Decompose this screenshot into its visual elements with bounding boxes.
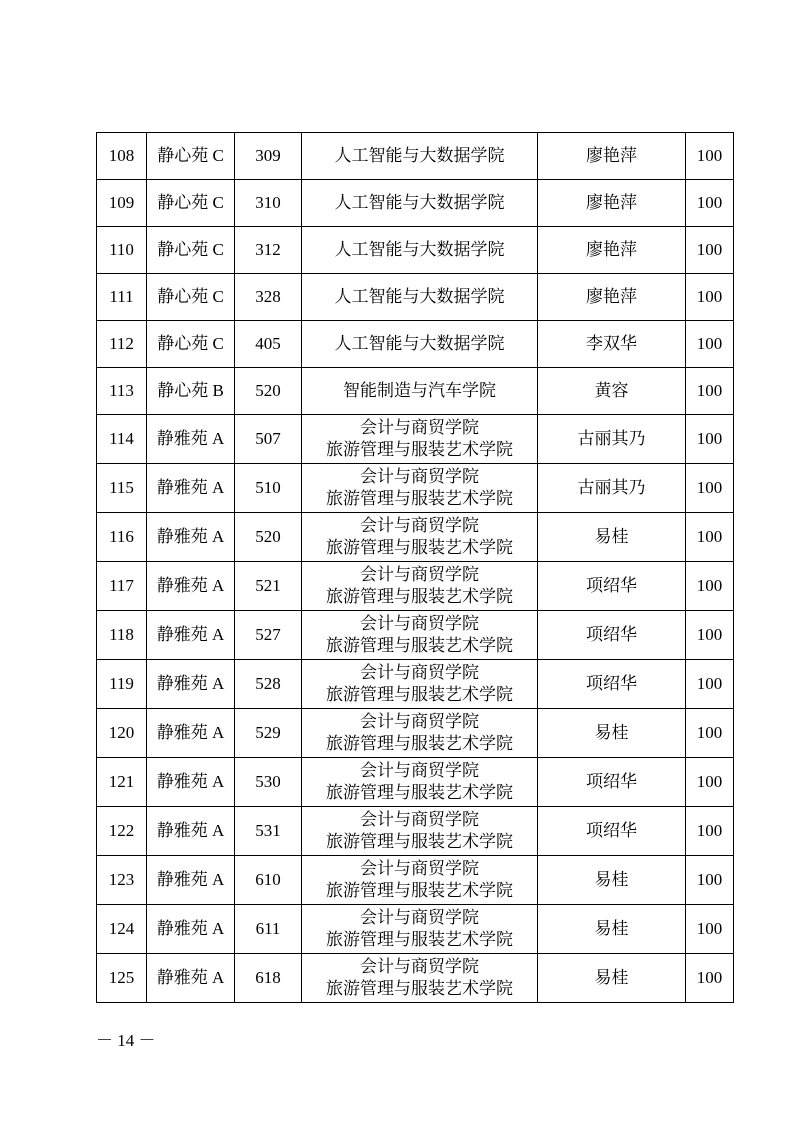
- college-name: 会计与商贸学院: [360, 908, 479, 927]
- score-cell: 100: [686, 180, 734, 227]
- college-name: 会计与商贸学院: [360, 418, 479, 437]
- score-cell: 100: [686, 905, 734, 954]
- score-cell: 100: [686, 562, 734, 611]
- room-cell: 312: [235, 227, 302, 274]
- college-cell: [302, 905, 538, 954]
- college-cell: [302, 513, 538, 562]
- college-name: 会计与商贸学院: [360, 810, 479, 829]
- college-cell: [302, 660, 538, 709]
- row-number-cell: 120: [97, 709, 147, 758]
- row-number-cell: 115: [97, 464, 147, 513]
- college-cell: [302, 954, 538, 1003]
- building-cell: 静心苑 C: [147, 227, 235, 274]
- score-cell: 100: [686, 321, 734, 368]
- row-number-cell: 110: [97, 227, 147, 274]
- table-row: [97, 660, 734, 709]
- score-cell: 100: [686, 133, 734, 180]
- table-row: [97, 321, 734, 368]
- room-cell: 309: [235, 133, 302, 180]
- row-number-cell: 116: [97, 513, 147, 562]
- person-in-charge-cell: 古丽其乃: [538, 415, 686, 464]
- college-name: 旅游管理与服装艺术学院: [326, 979, 513, 998]
- college-cell: [302, 807, 538, 856]
- table-body: [97, 133, 734, 1003]
- room-cell: 510: [235, 464, 302, 513]
- room-cell: 618: [235, 954, 302, 1003]
- building-cell: 静心苑 C: [147, 133, 235, 180]
- row-number-cell: 119: [97, 660, 147, 709]
- row-number-cell: 117: [97, 562, 147, 611]
- table-row: [97, 709, 734, 758]
- score-cell: 100: [686, 758, 734, 807]
- room-cell: 529: [235, 709, 302, 758]
- row-number-cell: 121: [97, 758, 147, 807]
- person-in-charge-cell: 易桂: [538, 856, 686, 905]
- row-number-cell: 112: [97, 321, 147, 368]
- room-cell: 310: [235, 180, 302, 227]
- college-name: 旅游管理与服装艺术学院: [326, 832, 513, 851]
- table-row: [97, 415, 734, 464]
- score-cell: 100: [686, 368, 734, 415]
- table-row: [97, 905, 734, 954]
- building-cell: 静雅苑 A: [147, 905, 235, 954]
- row-number-cell: 124: [97, 905, 147, 954]
- college-name: 会计与商贸学院: [360, 565, 479, 584]
- room-cell: 611: [235, 905, 302, 954]
- building-cell: 静雅苑 A: [147, 954, 235, 1003]
- college-name: 人工智能与大数据学院: [334, 334, 505, 353]
- building-cell: 静雅苑 A: [147, 660, 235, 709]
- building-cell: 静心苑 C: [147, 180, 235, 227]
- college-name: 会计与商贸学院: [360, 663, 479, 682]
- person-in-charge-cell: 项绍华: [538, 562, 686, 611]
- building-cell: 静雅苑 A: [147, 856, 235, 905]
- person-in-charge-cell: 廖艳萍: [538, 180, 686, 227]
- person-in-charge-cell: 易桂: [538, 709, 686, 758]
- building-cell: 静雅苑 A: [147, 513, 235, 562]
- person-in-charge-cell: 易桂: [538, 513, 686, 562]
- row-number-cell: 125: [97, 954, 147, 1003]
- person-in-charge-cell: 李双华: [538, 321, 686, 368]
- table-row: [97, 611, 734, 660]
- person-in-charge-cell: 易桂: [538, 954, 686, 1003]
- college-name: 会计与商贸学院: [360, 859, 479, 878]
- score-cell: 100: [686, 709, 734, 758]
- building-cell: 静心苑 C: [147, 321, 235, 368]
- college-cell: [302, 611, 538, 660]
- table-row: [97, 758, 734, 807]
- college-name: 会计与商贸学院: [360, 516, 479, 535]
- row-number-cell: 113: [97, 368, 147, 415]
- college-name: 会计与商贸学院: [360, 712, 479, 731]
- college-name: 旅游管理与服装艺术学院: [326, 881, 513, 900]
- person-in-charge-cell: 易桂: [538, 905, 686, 954]
- college-name: 人工智能与大数据学院: [334, 240, 505, 259]
- college-name: 旅游管理与服装艺术学院: [326, 734, 513, 753]
- college-name: 会计与商贸学院: [360, 761, 479, 780]
- room-cell: 531: [235, 807, 302, 856]
- college-cell: [302, 464, 538, 513]
- person-in-charge-cell: 项绍华: [538, 758, 686, 807]
- table-row: [97, 856, 734, 905]
- room-cell: 528: [235, 660, 302, 709]
- person-in-charge-cell: 黄容: [538, 368, 686, 415]
- person-in-charge-cell: 古丽其乃: [538, 464, 686, 513]
- room-cell: 530: [235, 758, 302, 807]
- college-cell: [302, 133, 538, 180]
- row-number-cell: 108: [97, 133, 147, 180]
- person-in-charge-cell: 廖艳萍: [538, 227, 686, 274]
- college-cell: [302, 368, 538, 415]
- score-cell: 100: [686, 856, 734, 905]
- building-cell: 静雅苑 A: [147, 611, 235, 660]
- person-in-charge-cell: 项绍华: [538, 660, 686, 709]
- room-cell: 520: [235, 513, 302, 562]
- table-row: [97, 133, 734, 180]
- building-cell: 静雅苑 A: [147, 562, 235, 611]
- table-row: [97, 368, 734, 415]
- person-in-charge-cell: 廖艳萍: [538, 274, 686, 321]
- building-cell: 静雅苑 A: [147, 807, 235, 856]
- college-cell: [302, 709, 538, 758]
- room-cell: 610: [235, 856, 302, 905]
- table-row: [97, 227, 734, 274]
- building-cell: 静雅苑 A: [147, 758, 235, 807]
- score-cell: 100: [686, 227, 734, 274]
- row-number-cell: 111: [97, 274, 147, 321]
- college-name: 旅游管理与服装艺术学院: [326, 538, 513, 557]
- table-row: [97, 562, 734, 611]
- score-cell: 100: [686, 611, 734, 660]
- table-row: [97, 513, 734, 562]
- row-number-cell: 114: [97, 415, 147, 464]
- building-cell: 静心苑 B: [147, 368, 235, 415]
- building-cell: 静雅苑 A: [147, 415, 235, 464]
- college-cell: [302, 562, 538, 611]
- college-name: 旅游管理与服装艺术学院: [326, 440, 513, 459]
- college-name: 旅游管理与服装艺术学院: [326, 587, 513, 606]
- room-cell: 521: [235, 562, 302, 611]
- college-name: 旅游管理与服装艺术学院: [326, 930, 513, 949]
- college-name: 旅游管理与服装艺术学院: [326, 685, 513, 704]
- room-cell: 507: [235, 415, 302, 464]
- building-cell: 静雅苑 A: [147, 464, 235, 513]
- room-cell: 527: [235, 611, 302, 660]
- college-cell: [302, 321, 538, 368]
- college-cell: [302, 227, 538, 274]
- table-row: [97, 807, 734, 856]
- college-cell: [302, 415, 538, 464]
- college-name: 人工智能与大数据学院: [334, 287, 505, 306]
- row-number-cell: 118: [97, 611, 147, 660]
- college-name: 会计与商贸学院: [360, 467, 479, 486]
- row-number-cell: 123: [97, 856, 147, 905]
- college-cell: [302, 856, 538, 905]
- table-row: [97, 464, 734, 513]
- score-cell: 100: [686, 513, 734, 562]
- college-name: 人工智能与大数据学院: [334, 193, 505, 212]
- score-cell: 100: [686, 954, 734, 1003]
- building-cell: 静雅苑 A: [147, 709, 235, 758]
- college-name: 旅游管理与服装艺术学院: [326, 783, 513, 802]
- room-cell: 328: [235, 274, 302, 321]
- score-cell: 100: [686, 807, 734, 856]
- dorm-inspection-table: [96, 132, 734, 1003]
- score-cell: 100: [686, 464, 734, 513]
- college-cell: [302, 758, 538, 807]
- person-in-charge-cell: 项绍华: [538, 611, 686, 660]
- college-name: 会计与商贸学院: [360, 614, 479, 633]
- score-cell: 100: [686, 415, 734, 464]
- score-cell: 100: [686, 660, 734, 709]
- college-cell: [302, 180, 538, 227]
- person-in-charge-cell: 廖艳萍: [538, 133, 686, 180]
- college-name: 智能制造与汽车学院: [343, 381, 496, 400]
- room-cell: 405: [235, 321, 302, 368]
- college-name: 人工智能与大数据学院: [334, 146, 505, 165]
- row-number-cell: 122: [97, 807, 147, 856]
- building-cell: 静心苑 C: [147, 274, 235, 321]
- person-in-charge-cell: 项绍华: [538, 807, 686, 856]
- table-row: [97, 274, 734, 321]
- college-name: 旅游管理与服装艺术学院: [326, 489, 513, 508]
- page-number: － 14 －: [96, 1031, 156, 1050]
- college-name: 会计与商贸学院: [360, 957, 479, 976]
- score-cell: 100: [686, 274, 734, 321]
- room-cell: 520: [235, 368, 302, 415]
- college-cell: [302, 274, 538, 321]
- table-row: [97, 954, 734, 1003]
- college-name: 旅游管理与服装艺术学院: [326, 636, 513, 655]
- row-number-cell: 109: [97, 180, 147, 227]
- table-row: [97, 180, 734, 227]
